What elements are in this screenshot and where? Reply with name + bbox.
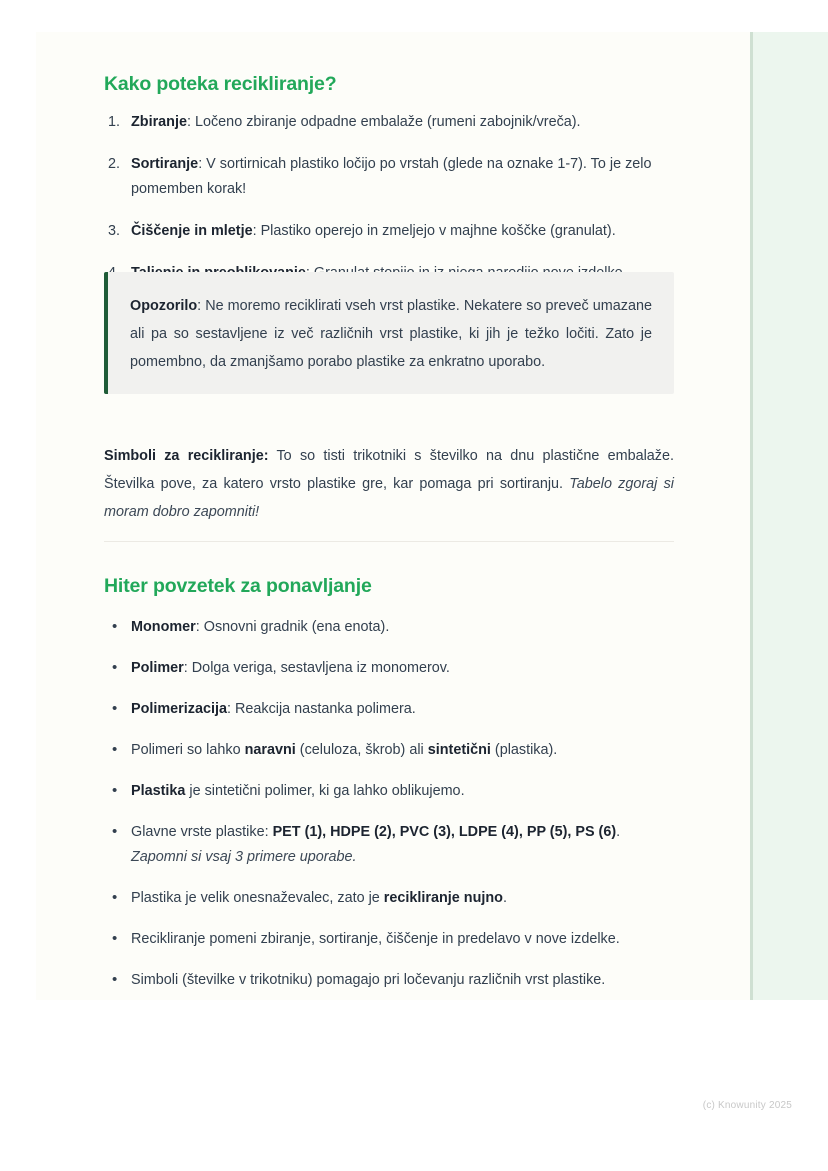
list-item-text: Plastika je velik onesnaževalec, zato je xyxy=(131,890,384,906)
list-item xyxy=(104,779,674,804)
warning-callout-text xyxy=(130,292,652,376)
warning-callout-body: : Ne moremo reciklirati vseh vrst plastike. Nekatere so preveč umazane ali pa so sestavljene iz več različnih vrst plastike, ki jih je težko ločiti. Zato je pomembno, da zmanjšamo porabo plastike za enkratno uporabo. xyxy=(130,298,652,370)
list-item-note: Zapomni si vsaj 3 primere uporabe. xyxy=(131,849,357,865)
list-item-text: : Dolga veriga, sestavljena iz monomerov. xyxy=(183,660,450,676)
list-item-term: Zbiranje xyxy=(131,114,187,130)
list-item-text: Polimeri so lahko xyxy=(131,742,245,758)
right-side-divider xyxy=(750,32,753,1000)
bullet-icon: • xyxy=(112,659,118,676)
list-item-emphasis-2: sintetični xyxy=(427,742,491,758)
list-item-term: Polimer xyxy=(131,660,184,676)
section-divider xyxy=(104,541,674,542)
list-item-emphasis: recikliranje nujno xyxy=(383,890,503,906)
warning-callout xyxy=(104,272,674,394)
list-item-term: Monomer xyxy=(131,619,196,635)
list-item xyxy=(104,110,674,135)
summary-list xyxy=(104,615,674,1009)
list-item-term: Sortiranje xyxy=(131,156,199,172)
list-item-text-continued: (celuloza, škrob) ali xyxy=(295,742,428,758)
bullet-icon: • xyxy=(112,930,118,947)
list-item-term: Čiščenje in mletje xyxy=(131,223,253,239)
bullet-icon: • xyxy=(112,823,118,840)
warning-callout-term: Opozorilo xyxy=(130,298,198,314)
list-item-term: Polimerizacija xyxy=(131,701,227,717)
list-item-text: Simboli (številke v trikotniku) pomagajo pri ločevanju različnih vrst plastike. xyxy=(131,972,606,988)
list-item-term: Plastika xyxy=(131,783,186,799)
symbols-paragraph xyxy=(104,442,674,526)
list-item-text: : Reakcija nastanka polimera. xyxy=(227,701,416,717)
list-item-text: : Ločeno zbiranje odpadne embalaže (rumeni zabojnik/vreča). xyxy=(186,114,581,130)
list-item-text: Glavne vrste plastike: xyxy=(131,824,273,840)
list-item-text: Recikliranje pomeni zbiranje, sortiranje, čiščenje in predelavo v nove izdelke. xyxy=(131,931,620,947)
list-item-text-continued: . xyxy=(502,890,507,906)
list-item-number: 3. xyxy=(108,223,121,239)
footer-copyright: (c) Knowunity 2025 xyxy=(702,1100,792,1111)
list-item xyxy=(104,656,674,681)
list-item xyxy=(104,152,674,202)
list-item-text: : Osnovni gradnik (ena enota). xyxy=(195,619,390,635)
symbols-body: To so tisti trikotniki s številko na dnu plastične embalaže. Številka pove, za katero vrsto plastike gre, kar pomaga pri sortiranju. xyxy=(104,448,674,492)
list-item xyxy=(104,219,674,244)
list-item-number: 1. xyxy=(108,114,121,130)
list-item-text-tail: (plastika). xyxy=(490,742,558,758)
list-item-number: 2. xyxy=(108,156,121,172)
list-item-text: : Plastiko operejo in zmeljejo v majhne koščke (granulat). xyxy=(252,223,616,239)
bullet-icon: • xyxy=(112,741,118,758)
symbols-note: Tabelo zgoraj si moram dobro zapomniti! xyxy=(104,476,674,520)
list-item-emphasis: PET (1), HDPE (2), PVC (3), LDPE (4), PP (5), PS (6) xyxy=(272,824,617,840)
content-card xyxy=(36,32,750,1000)
bullet-icon: • xyxy=(112,618,118,635)
symbols-term: Simboli za recikliranje: xyxy=(104,448,269,464)
list-item xyxy=(104,697,674,722)
right-side-panel xyxy=(750,32,828,1000)
list-item-text-continued: . xyxy=(616,824,621,840)
list-item xyxy=(104,968,674,993)
page-title-summary: Hiter povzetek za ponavljanje xyxy=(104,575,372,597)
list-item xyxy=(104,886,674,911)
bullet-icon: • xyxy=(112,700,118,717)
bullet-icon: • xyxy=(112,782,118,799)
list-item xyxy=(104,738,674,763)
list-item-text: je sintetični polimer, ki ga lahko oblikujemo. xyxy=(185,783,465,799)
list-item-text: : V sortirnicah plastiko ločijo po vrstah (glede na oznake 1-7). To je zelo pomemben korak! xyxy=(131,156,652,197)
list-item xyxy=(104,820,674,870)
page-title-recycling: Kako poteka recikliranje? xyxy=(104,73,337,95)
list-item-emphasis: naravni xyxy=(244,742,296,758)
list-item xyxy=(104,615,674,640)
list-item xyxy=(104,927,674,952)
bullet-icon: • xyxy=(112,971,118,988)
bullet-icon: • xyxy=(112,889,118,906)
